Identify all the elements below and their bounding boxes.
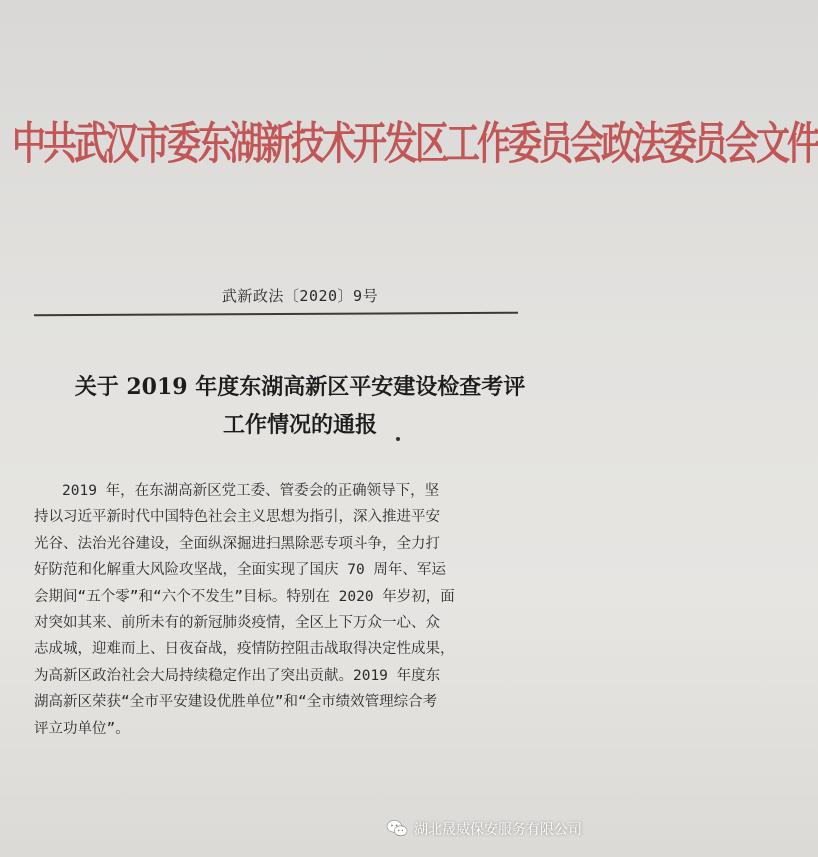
body-line: 持以习近平新时代中国特色社会主义思想为指引，深入推进平安	[34, 509, 440, 526]
wechat-watermark	[386, 819, 582, 839]
body-line: 好防范和化解重大风险攻坚战，全面实现了国庆 70 周年、军运	[34, 562, 446, 579]
body-line: 湖高新区荣获“全市平安建设优胜单位”和“全市绩效管理综合考	[34, 694, 438, 711]
header-divider	[34, 312, 518, 317]
body-line: 2019 年，在东湖高新区党工委、管委会的正确领导下，坚	[62, 483, 440, 499]
body-line: 光谷、法治光谷建设，全面纵深掘进扫黑除恶专项斗争，全力打	[34, 535, 440, 552]
document-number: 武新政法〔2020〕9号	[221, 287, 379, 305]
body-line: 对突如其来、前所未有的新冠肺炎疫情，全区上下万众一心、众	[34, 614, 440, 631]
body-line: 会期间“五个零”和“六个不发生”目标。特别在 2020 年岁初，面	[34, 588, 455, 605]
body-line: 为高新区政治社会大局持续稳定作出了突出贡献。2019 年度东	[34, 667, 441, 684]
notice-title-line-1: 关于 2019 年度东湖高新区平安建设检查考评	[74, 374, 526, 400]
notice-title-line-2: 工作情况的通报	[222, 412, 377, 438]
watermark-text: 湖北晟威保安服务有限公司	[414, 822, 582, 838]
body-line: 评立功单位”。	[34, 720, 130, 737]
ink-speck	[396, 437, 400, 441]
wechat-icon	[386, 819, 408, 839]
issuer-header-title: 中共武汉市委东湖新技术开发区工作委员会政法委员会文件	[12, 118, 818, 171]
body-line: 志成城，迎难而上、日夜奋战，疫情防控阻击战取得决定性成果，	[34, 641, 455, 658]
body-paragraph	[34, 478, 504, 742]
